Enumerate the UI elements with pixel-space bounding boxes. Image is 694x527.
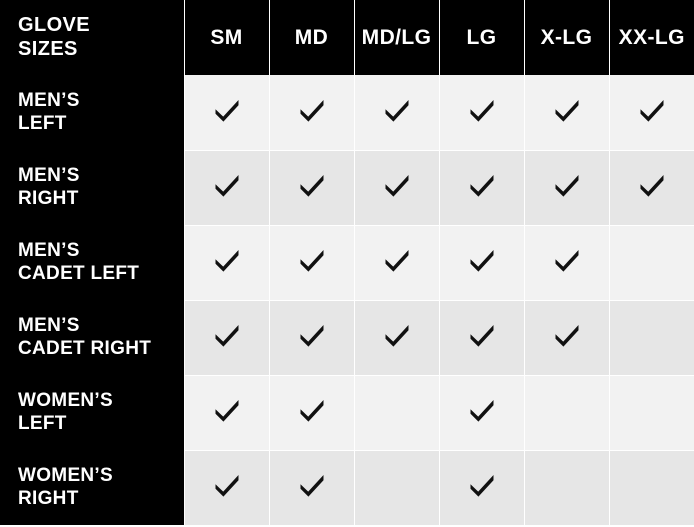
row-label-line2: RIGHT [18,487,79,509]
table-header [0,0,694,75]
column-header-x-lg: X-LG [524,0,609,75]
checkmark-icon [383,171,411,199]
empty-marker [553,396,581,424]
checkmark-icon [383,321,411,349]
row-label-line1: MEN’S [18,240,80,262]
table-row [0,450,694,525]
row-label [0,75,184,150]
checkmark-icon [468,396,496,424]
row-label-line1: MEN’S [18,165,80,187]
checkmark-icon [213,396,241,424]
availability-cell-checked [354,300,439,375]
row-label [0,150,184,225]
availability-cell-checked [184,450,269,525]
availability-cell-empty [354,375,439,450]
empty-marker [638,471,666,499]
empty-marker [553,471,581,499]
availability-cell-empty [609,300,694,375]
checkmark-icon [468,96,496,124]
table-body [0,75,694,525]
availability-cell-empty [609,375,694,450]
empty-marker [638,321,666,349]
availability-cell-checked [439,75,524,150]
empty-marker [638,396,666,424]
availability-cell-checked [184,225,269,300]
availability-cell-checked [269,150,354,225]
availability-cell-checked [269,75,354,150]
row-label-line2: LEFT [18,412,67,434]
availability-cell-empty [609,225,694,300]
checkmark-icon [213,246,241,274]
checkmark-icon [298,96,326,124]
checkmark-icon [638,171,666,199]
checkmark-icon [213,471,241,499]
row-label [0,450,184,525]
availability-cell-checked [439,225,524,300]
row-label [0,225,184,300]
availability-cell-checked [439,450,524,525]
checkmark-icon [213,321,241,349]
availability-cell-empty [524,450,609,525]
column-header-md-lg: MD/LG [354,0,439,75]
checkmark-icon [298,321,326,349]
availability-cell-checked [184,300,269,375]
availability-cell-checked [269,225,354,300]
availability-cell-checked [524,225,609,300]
row-label-line2: CADET LEFT [18,262,140,284]
table-title [0,0,184,75]
row-label-line2: RIGHT [18,187,79,209]
table-row [0,300,694,375]
checkmark-icon [298,471,326,499]
availability-cell-checked [524,300,609,375]
checkmark-icon [298,396,326,424]
availability-cell-checked [439,300,524,375]
table-title-line1: GLOVE [18,13,91,36]
checkmark-icon [468,471,496,499]
column-header-sm: SM [184,0,269,75]
table-row [0,225,694,300]
checkmark-icon [468,246,496,274]
availability-cell-checked [184,75,269,150]
header-row [0,0,694,75]
availability-cell-checked [184,150,269,225]
availability-cell-checked [354,225,439,300]
table-row [0,75,694,150]
empty-marker [383,396,411,424]
checkmark-icon [383,246,411,274]
checkmark-icon [553,321,581,349]
row-label [0,300,184,375]
availability-cell-checked [524,75,609,150]
availability-cell-checked [354,75,439,150]
availability-cell-empty [524,375,609,450]
column-header-lg: LG [439,0,524,75]
checkmark-icon [468,171,496,199]
checkmark-icon [553,96,581,124]
empty-marker [638,246,666,274]
table-row [0,150,694,225]
table-row [0,375,694,450]
row-label [0,375,184,450]
row-label-line1: WOMEN’S [18,465,113,487]
column-header-md: MD [269,0,354,75]
availability-cell-checked [184,375,269,450]
table-title-line2: SIZES [18,37,78,60]
column-header-xx-lg: XX-LG [609,0,694,75]
checkmark-icon [383,96,411,124]
availability-cell-checked [354,150,439,225]
availability-cell-checked [609,75,694,150]
availability-cell-checked [524,150,609,225]
row-label-line1: MEN’S [18,90,80,112]
row-label-line1: WOMEN’S [18,390,113,412]
availability-cell-checked [439,150,524,225]
availability-cell-checked [269,375,354,450]
checkmark-icon [213,96,241,124]
checkmark-icon [553,246,581,274]
empty-marker [383,471,411,499]
row-label-line2: LEFT [18,112,67,134]
row-label-line2: CADET RIGHT [18,337,152,359]
checkmark-icon [553,171,581,199]
checkmark-icon [298,246,326,274]
availability-cell-checked [269,300,354,375]
checkmark-icon [298,171,326,199]
availability-cell-checked [609,150,694,225]
availability-cell-empty [609,450,694,525]
checkmark-icon [213,171,241,199]
checkmark-icon [468,321,496,349]
availability-cell-empty [354,450,439,525]
row-label-line1: MEN’S [18,315,80,337]
checkmark-icon [638,96,666,124]
availability-cell-checked [439,375,524,450]
availability-cell-checked [269,450,354,525]
